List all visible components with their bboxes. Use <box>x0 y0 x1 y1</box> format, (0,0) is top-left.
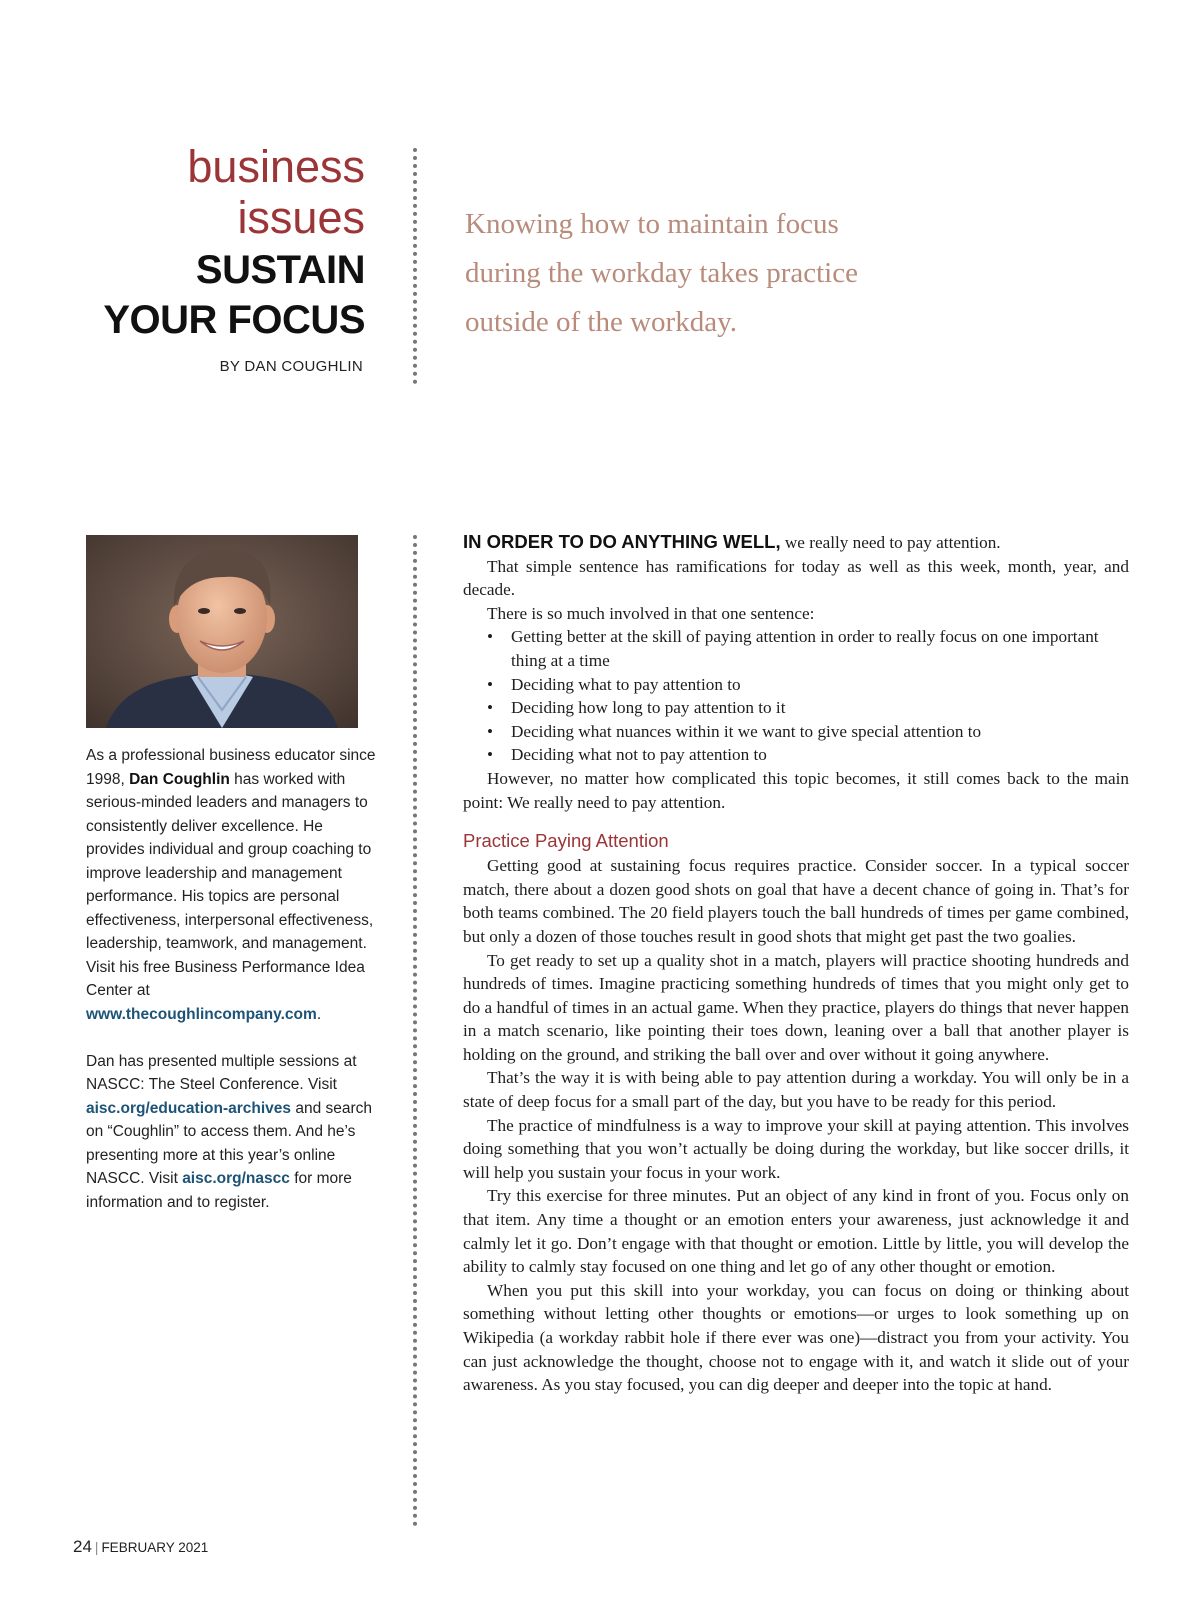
deck-line: outside of the workday. <box>465 306 737 338</box>
dotted-divider-top <box>413 148 417 384</box>
bio-paragraph <box>86 744 376 1026</box>
department-label-line1: business <box>187 141 365 192</box>
bio-text: . <box>316 1005 322 1023</box>
footer-separator: | <box>94 1540 99 1555</box>
list-item: • Deciding what to pay attention to <box>463 673 1129 697</box>
section-subhead: Practice Paying Attention <box>463 830 669 852</box>
deck-text <box>465 200 925 347</box>
author-name: Dan Coughlin <box>129 770 230 788</box>
list-item: • Deciding what not to pay attention to <box>463 743 1129 767</box>
nascc-link[interactable]: aisc.org/nascc <box>182 1170 290 1187</box>
dotted-divider-bottom <box>413 535 417 1527</box>
lead-text: we really need to pay attention. <box>780 533 1001 552</box>
bio-text: and search on “Coughlin” to access them. And he’s presenting more at this year’s online NASCC. Visit <box>86 1099 373 1187</box>
article-title-line2: YOUR FOCUS <box>103 298 365 342</box>
bio-text: has worked with serious-minded leaders and managers to consistently deliver excellence. He provides individual and group coaching to improve leadership and management performance. His topics are personal effectiveness, interpersonal effectiveness, leadership, teamwork, and management. Visit his free Business Performance Idea Center at <box>86 770 374 999</box>
article-body <box>463 530 1129 1397</box>
body-paragraph: When you put this skill into your workday, you can focus on doing or thinking about something without letting other thoughts or emotions—or urges to look something up on Wikipedia (a workday rabbit hole if there ever was one)—distract you from your activity. You can just acknowledge the thought, choose not to engage with it, and watch it slide out of your awareness. As you stay focused, you can dig deeper and deeper into the topic at hand. <box>463 1280 1129 1395</box>
bullet-list <box>463 625 1129 767</box>
deck-line: Knowing how to maintain focus <box>465 208 839 240</box>
author-photo <box>86 535 358 728</box>
issue-date: FEBRUARY 2021 <box>101 1540 209 1555</box>
body-paragraph: There is so much involved in that one sentence: <box>487 603 815 623</box>
lead-paragraph <box>463 530 1129 555</box>
deck-line: during the workday takes practice <box>465 257 858 289</box>
bio-text: Dan has presented multiple sessions at NASCC: The Steel Conference. Visit <box>86 1052 357 1093</box>
bio-text: As a professional business educator since 1998, <box>86 747 376 788</box>
list-item: • Deciding how long to pay attention to it <box>463 696 1129 720</box>
body-paragraph: Try this exercise for three minutes. Put an object of any kind in front of you. Focus only on that item. Any time a thought or an emotion enters your awareness, just acknowledge it and calmly let it go. Don’t engage with that thought or emotion. Little by little, you will develop the ability to calmly stay focused on one thing and let go of any other thought or emotion. <box>463 1186 1129 1277</box>
list-item: • Getting better at the skill of paying attention in order to really focus on one important thing at a time <box>463 625 1129 672</box>
body-paragraph: That’s the way it is with being able to pay attention during a workday. You will only be in a state of deep focus for a small part of the day, but you have to be ready for this period. <box>463 1068 1129 1112</box>
page-number: 24 <box>73 1537 92 1556</box>
body-paragraph: That simple sentence has ramifications for today as well as this week, month, year, and decade. <box>463 556 1129 600</box>
lead-in: IN ORDER TO DO ANYTHING WELL, <box>463 531 781 552</box>
bio-paragraph <box>86 1050 376 1215</box>
body-paragraph: The practice of mindfulness is a way to improve your skill at paying attention. This involves doing something that you won’t actually be doing during the workday, but like soccer drills, it will help you sustain your focus in your work. <box>463 1115 1129 1182</box>
company-website-link[interactable]: www.thecoughlincompany.com <box>86 1005 317 1023</box>
article-title-line1: SUSTAIN <box>195 248 365 292</box>
list-item: • Deciding what nuances within it we want to give special attention to <box>463 720 1129 744</box>
page-footer <box>73 1537 208 1557</box>
body-paragraph: To get ready to set up a quality shot in a match, players will practice shooting hundreds and hundreds of times. Imagine practicing something hundreds of times that you might only get to do a handful of times in an actual game. When they practice, players do things that never happen in a match scenario, like pointing their toes down, leaning over a ball that another player is holding on the ground, and striking the ball over and over without it going anywhere. <box>463 950 1129 1064</box>
body-paragraph: However, no matter how complicated this topic becomes, it still comes back to the main point: We really need to pay attention. <box>463 768 1129 812</box>
education-archives-link[interactable]: aisc.org/education-archives <box>86 1099 292 1117</box>
bio-text: for more information and to register. <box>86 1170 352 1211</box>
body-paragraph: Getting good at sustaining focus requires practice. Consider soccer. In a typical soccer match, there about a dozen good shots on goal that have a decent chance of going in. That’s for both teams combined. The 20 field players touch the ball hundreds of times per game combined, but only a dozen of those touches result in good shots that might get past the two goalies. <box>463 856 1129 946</box>
byline: BY DAN COUGHLIN <box>219 358 363 375</box>
author-bio <box>86 744 376 1214</box>
department-label-line2: issues <box>237 192 365 243</box>
